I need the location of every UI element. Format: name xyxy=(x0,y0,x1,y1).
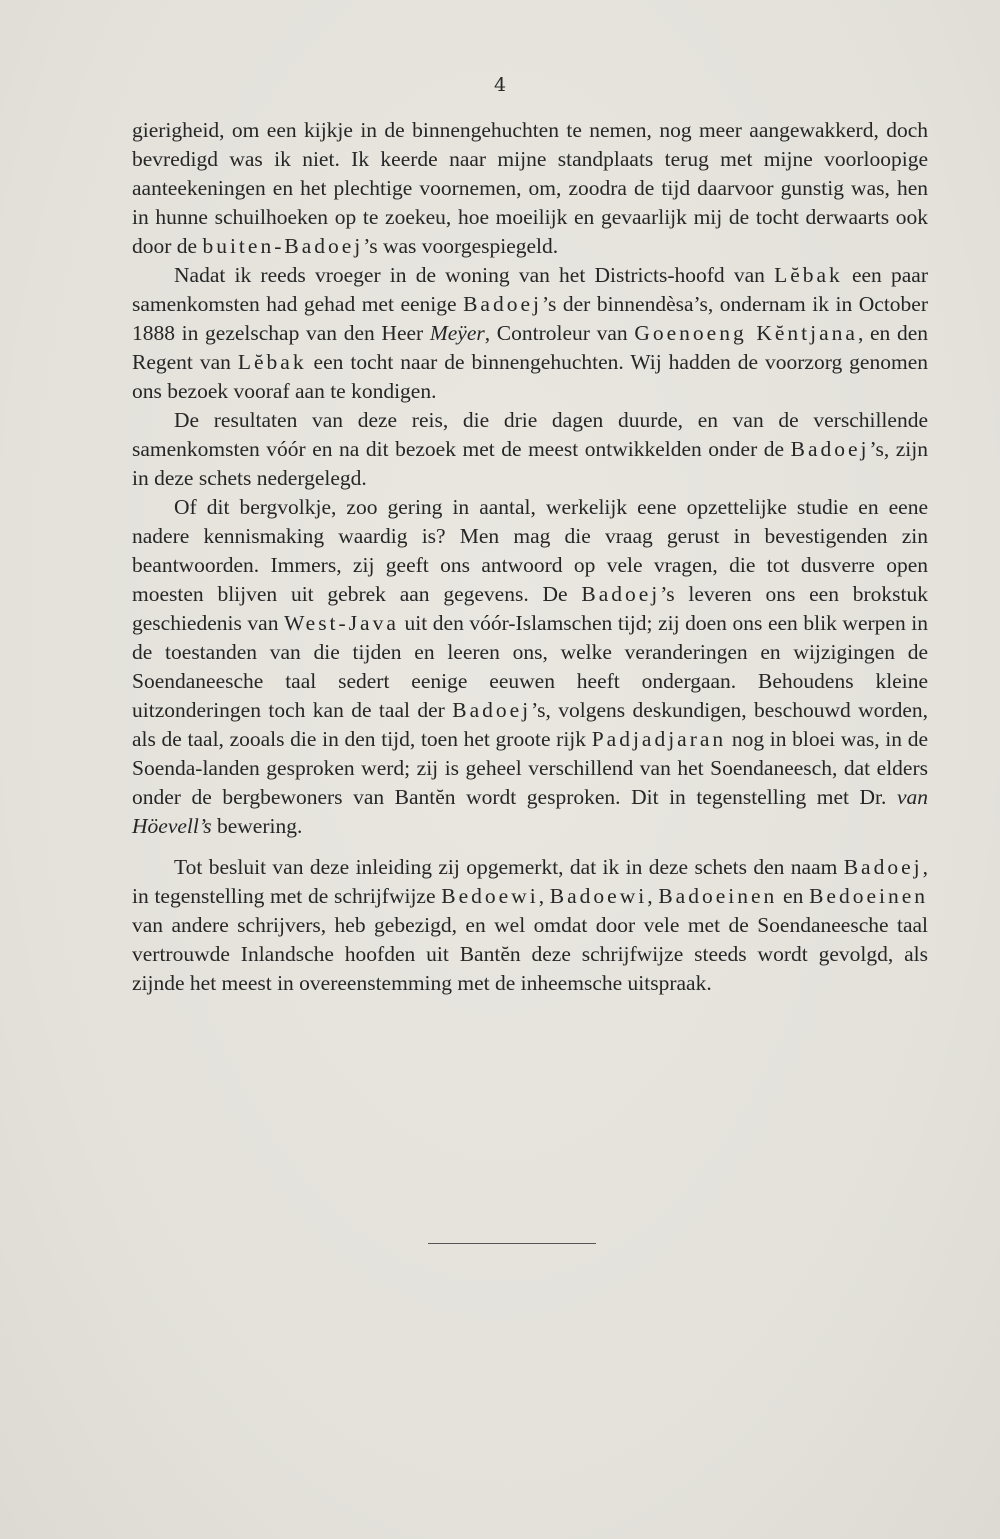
spaced-text: Padjadjaran xyxy=(591,727,727,751)
text-run: ’s der binnendèsa’s, ondernam ik in October 1888 in gezelschap van den Heer xyxy=(132,292,928,345)
text-run: , in tegenstelling met de schrijfwijze xyxy=(132,855,928,908)
paragraph xyxy=(132,406,928,493)
spaced-text: Bedoewi xyxy=(441,884,539,908)
text-run: van andere schrijvers, heb gebezigd, en wel omdat door vele met de Soendaneesche taal vertrouwde Inlandsche hoofden uit Bantĕn deze schrijfwijze steeds wordt gevolgd, als zijnde het meest in overeenstemming met de inheemsche uitspraak. xyxy=(132,913,928,995)
spaced-text: Badoej xyxy=(790,437,870,461)
text-run: Nadat ik reeds vroeger in de woning van het Districts-hoofd van xyxy=(174,263,775,287)
italic-text: Meÿer xyxy=(429,321,485,345)
text-run: De resultaten van deze reis, die drie dagen duurde, en van de verschillende samenkomsten vóór en na dit bezoek met de meest ontwikkelden onder de xyxy=(132,408,928,461)
text-run: en xyxy=(777,884,810,908)
text-run: uit den vóór-Islamschen tijd; zij doen ons een blik werpen in de toestanden van die tijden en leeren ons, welke veranderingen en wijzigingen de Soendaneesche taal sedert eenige eeuwen heeft ondergaan. Behoudens kleine uitzonderingen toch kan de taal der xyxy=(132,611,928,722)
spaced-text: Lĕbak xyxy=(774,263,843,287)
text-run: , Controleur van xyxy=(484,321,635,345)
text-run: ’s was voorgespiegeld. xyxy=(363,234,559,258)
text-run: ’s, zijn in deze schets nedergelegd. xyxy=(132,437,928,490)
text-run: Tot besluit van deze inleiding zij opgemerkt, dat ik in deze schets den naam xyxy=(174,855,844,879)
spaced-text: Bedoeinen xyxy=(809,884,929,908)
text-run: , xyxy=(538,884,550,908)
text-run: Of dit bergvolkje, zoo gering in aantal, werkelijk eene opzettelijke studie en eene nadere kennismaking waardig is? Men mag die vraag gerust in bevestigenden zin beantwoorden. Immers, zij geeft ons antwoord op vele vragen, die tot dusverre open moesten blijven uit gebrek aan gegevens. De xyxy=(132,495,928,606)
spaced-text: Badoej xyxy=(463,292,542,316)
text-run: , xyxy=(647,884,659,908)
spaced-text: Badoej xyxy=(581,582,661,606)
end-rule xyxy=(428,1243,596,1244)
paragraph xyxy=(132,261,928,406)
text-run: een paar samenkomsten had gehad met eenige xyxy=(132,263,928,316)
spaced-text: Badoewi xyxy=(549,884,648,908)
text-run: ’s leveren ons een brokstuk geschiedenis van xyxy=(132,582,928,635)
spaced-text: Lĕbak xyxy=(237,350,307,374)
page-number: 4 xyxy=(493,74,507,96)
text-run: nog in bloei was, in de Soenda-landen gesproken werd; zij is geheel verschillend van het Soendaneesch, dat elders onder de bergbewoners van Bantĕn wordt gesproken. Dit in tegenstelling met Dr. xyxy=(132,727,928,809)
text-run: , en den Regent van xyxy=(132,321,929,374)
spaced-text: Badoej xyxy=(843,855,923,879)
body-text xyxy=(132,116,928,998)
text-run: ’s, volgens deskundigen, beschouwd worden, als de taal, zooals die in den tijd, toen het groote rijk xyxy=(132,698,928,751)
paragraph xyxy=(132,493,928,841)
spaced-text: buiten-Badoej xyxy=(202,234,364,258)
spaced-text: Badoeinen xyxy=(658,884,778,908)
spaced-text: Badoej xyxy=(452,698,532,722)
text-run: gierigheid, om een kijkje in de binnengehuchten te nemen, nog meer aangewakkerd, doch bevredigd was ik niet. Ik keerde naar mijne standplaats terug met mijne voorloopige aanteekeningen en het plechtige voornemen, om, zoodra de tijd daarvoor gunstig was, hen in hunne schuilhoeken op te zoekeu, hoe moeilijk en gevaarlijk mij de tocht derwaarts ook door de xyxy=(132,118,928,258)
paragraph xyxy=(132,853,928,998)
paragraph xyxy=(132,116,928,261)
italic-text: van Höevell’s xyxy=(132,785,928,838)
text-run: een tocht naar de binnengehuchten. Wij hadden de voorzorg genomen ons bezoek vooraf aan te kondigen. xyxy=(132,350,928,403)
spaced-text: West-Java xyxy=(284,611,399,635)
text-run: bewering. xyxy=(211,814,303,838)
spaced-text: Goenoeng Kĕntjana xyxy=(634,321,858,345)
